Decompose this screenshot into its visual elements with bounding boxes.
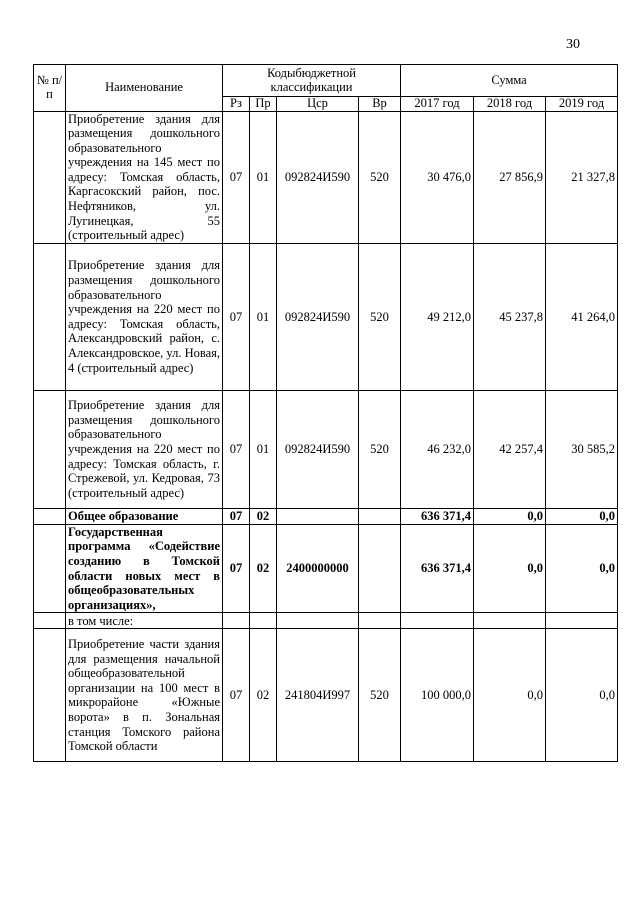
row-csr <box>277 508 359 524</box>
row-rz: 07 <box>223 111 250 243</box>
row-2019: 30 585,2 <box>546 390 618 508</box>
row-rz: 07 <box>223 508 250 524</box>
table-row-program <box>34 524 618 613</box>
row-num <box>34 524 66 613</box>
header-csr: Цср <box>277 97 359 112</box>
row-num <box>34 390 66 508</box>
header-num: № п/п <box>34 65 66 112</box>
header-vr: Вр <box>359 97 401 112</box>
row-csr: 092824И590 <box>277 243 359 390</box>
row-2018: 0,0 <box>474 508 546 524</box>
row-vr: 520 <box>359 111 401 243</box>
row-pr: 02 <box>250 524 277 613</box>
row-csr: 092824И590 <box>277 390 359 508</box>
header-codes: Кодыбюджетной классификации <box>223 65 401 97</box>
row-num <box>34 111 66 243</box>
header-2019: 2019 год <box>546 97 618 112</box>
row-2017: 636 371,4 <box>401 508 474 524</box>
row-vr <box>359 508 401 524</box>
row-2017: 30 476,0 <box>401 111 474 243</box>
row-2017: 100 000,0 <box>401 629 474 762</box>
row-csr: 092824И590 <box>277 111 359 243</box>
row-num <box>34 629 66 762</box>
row-2019: 0,0 <box>546 524 618 613</box>
row-csr <box>277 613 359 629</box>
row-rz: 07 <box>223 524 250 613</box>
table-row <box>34 111 618 243</box>
row-rz: 07 <box>223 390 250 508</box>
row-2017: 636 371,4 <box>401 524 474 613</box>
row-num <box>34 613 66 629</box>
row-num <box>34 508 66 524</box>
table-row <box>34 613 618 629</box>
table-row <box>34 629 618 762</box>
row-pr <box>250 613 277 629</box>
row-name: Приобретение здания для размещения дошкольного образовательного учреждения на 220 мест по адресу: Томская область, Александровский район, с. Александровское, ул. Новая, 4 (строительный адрес) <box>66 243 223 390</box>
header-sum: Сумма <box>401 65 618 97</box>
row-pr: 01 <box>250 243 277 390</box>
row-2018: 27 856,9 <box>474 111 546 243</box>
row-vr: 520 <box>359 243 401 390</box>
row-rz: 07 <box>223 243 250 390</box>
row-vr: 520 <box>359 390 401 508</box>
row-pr: 01 <box>250 390 277 508</box>
row-vr: 520 <box>359 629 401 762</box>
row-num <box>34 243 66 390</box>
table-row-section <box>34 508 618 524</box>
row-2017 <box>401 613 474 629</box>
header-row <box>34 65 618 97</box>
row-2018 <box>474 613 546 629</box>
row-2019: 21 327,8 <box>546 111 618 243</box>
row-2018: 45 237,8 <box>474 243 546 390</box>
row-name: Приобретение части здания для размещения начальной общеобразовательной организации на 100 мест в микрорайоне «Южные ворота» в п. Зональная станция Томского района Томской области <box>66 629 223 762</box>
row-2019: 0,0 <box>546 508 618 524</box>
row-name: Общее образование <box>66 508 223 524</box>
row-2019: 41 264,0 <box>546 243 618 390</box>
row-name: Государственная программа «Содействие созданию в Томской области новых мест в общеобразовательных организациях», <box>66 524 223 613</box>
header-2017: 2017 год <box>401 97 474 112</box>
row-vr <box>359 524 401 613</box>
page-number: 30 <box>566 37 580 52</box>
header-2018: 2018 год <box>474 97 546 112</box>
row-2018: 42 257,4 <box>474 390 546 508</box>
row-vr <box>359 613 401 629</box>
table-row <box>34 243 618 390</box>
row-2019: 0,0 <box>546 629 618 762</box>
row-pr: 01 <box>250 111 277 243</box>
budget-table <box>33 64 618 762</box>
row-rz: 07 <box>223 629 250 762</box>
header-pr: Пр <box>250 97 277 112</box>
header-rz: Рз <box>223 97 250 112</box>
row-csr: 241804И997 <box>277 629 359 762</box>
row-name: Приобретение здания для размещения дошкольного образовательного учреждения на 220 мест по адресу: Томская область, г. Стрежевой, ул. Кедровая, 73 (строительный адрес) <box>66 390 223 508</box>
row-name: в том числе: <box>66 613 223 629</box>
row-2017: 49 212,0 <box>401 243 474 390</box>
row-2018: 0,0 <box>474 629 546 762</box>
row-pr: 02 <box>250 629 277 762</box>
row-name: Приобретение здания для размещения дошкольного образовательного учреждения на 145 мест по адресу: Томская область, Каргасокский район, пос. Нефтяников, ул. Лугинецкая, 55 (строительный адрес) <box>66 111 223 243</box>
header-name: Наименование <box>66 65 223 112</box>
row-2017: 46 232,0 <box>401 390 474 508</box>
row-csr: 2400000000 <box>277 524 359 613</box>
row-pr: 02 <box>250 508 277 524</box>
row-rz <box>223 613 250 629</box>
table-row <box>34 390 618 508</box>
row-2019 <box>546 613 618 629</box>
row-2018: 0,0 <box>474 524 546 613</box>
